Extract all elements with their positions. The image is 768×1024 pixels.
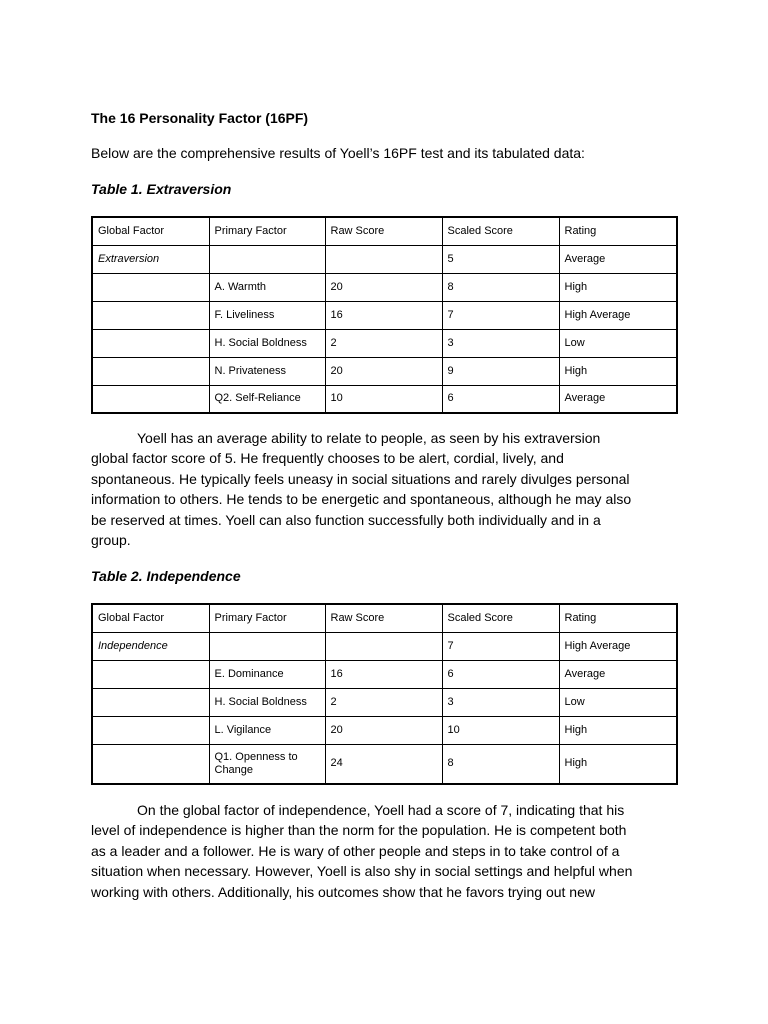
table-cell: Independence <box>92 632 209 660</box>
table-cell: Average <box>559 660 677 688</box>
table-cell <box>209 245 325 273</box>
table-cell: H. Social Boldness <box>209 329 325 357</box>
table-cell: Low <box>559 329 677 357</box>
table-cell: 10 <box>442 716 559 744</box>
table1-caption: Table 1. Extraversion <box>91 181 232 197</box>
table-cell <box>92 273 209 301</box>
table-header-cell: Rating <box>559 217 677 245</box>
table-cell: Average <box>559 245 677 273</box>
paragraph-line: Yoell has an average ability to relate to people, as seen by his extraversion <box>137 430 601 446</box>
table-cell: Q1. Openness to Change <box>209 744 325 784</box>
table-cell: 24 <box>325 744 442 784</box>
extraversion-table <box>91 216 678 414</box>
table-row <box>92 716 677 744</box>
paragraph-line: be reserved at times. Yoell can also function successfully both individually and in a <box>91 511 601 528</box>
table-cell: 20 <box>325 716 442 744</box>
document-title: The 16 Personality Factor (16PF) <box>91 110 309 126</box>
table-cell <box>209 632 325 660</box>
table-cell: 6 <box>442 385 559 413</box>
table-cell: 20 <box>325 357 442 385</box>
paragraph-line: working with others. Additionally, his outcomes show that he favors trying out new <box>91 883 595 900</box>
table-cell: High Average <box>559 301 677 329</box>
table-cell: 9 <box>442 357 559 385</box>
table-cell: L. Vigilance <box>209 716 325 744</box>
table-header-cell: Rating <box>559 604 677 632</box>
intro-text: Below are the comprehensive results of Yoell’s 16PF test and its tabulated data: <box>91 145 585 161</box>
table-cell: High <box>559 357 677 385</box>
table-cell: 7 <box>442 632 559 660</box>
independence-table <box>91 603 678 785</box>
table-cell: High Average <box>559 632 677 660</box>
table-cell: 10 <box>325 385 442 413</box>
table-cell: Average <box>559 385 677 413</box>
table-cell: 8 <box>442 273 559 301</box>
table-cell: A. Warmth <box>209 273 325 301</box>
table-cell <box>92 716 209 744</box>
table-header-cell: Global Factor <box>92 604 209 632</box>
table-row <box>92 660 677 688</box>
table2-caption: Table 2. Independence <box>91 568 241 584</box>
paragraph-line: as a leader and a follower. He is wary of other people and steps in to take control of a <box>91 842 620 859</box>
table-cell <box>92 744 209 784</box>
table-cell: Low <box>559 688 677 716</box>
table-cell <box>92 660 209 688</box>
table-cell: 16 <box>325 301 442 329</box>
table-cell: F. Liveliness <box>209 301 325 329</box>
table-cell: 5 <box>442 245 559 273</box>
table-cell <box>92 357 209 385</box>
table-header-cell: Primary Factor <box>209 604 325 632</box>
table-header-row <box>92 217 677 245</box>
table-header-row <box>92 604 677 632</box>
paragraph-line: group. <box>91 532 131 549</box>
table-cell: Q2. Self-Reliance <box>209 385 325 413</box>
table-cell: 2 <box>325 329 442 357</box>
table-row <box>92 273 677 301</box>
table-cell <box>92 385 209 413</box>
table-cell: 6 <box>442 660 559 688</box>
table-row <box>92 744 677 784</box>
table-header-cell: Raw Score <box>325 604 442 632</box>
table-cell: High <box>559 744 677 784</box>
table-cell <box>92 329 209 357</box>
extraversion-paragraph <box>91 428 681 550</box>
table-cell: High <box>559 273 677 301</box>
paragraph-line: level of independence is higher than the norm for the population. He is competent both <box>91 822 627 839</box>
table-row <box>92 688 677 716</box>
table-header-cell: Scaled Score <box>442 604 559 632</box>
table-cell <box>92 688 209 716</box>
table-row <box>92 357 677 385</box>
table-cell <box>325 632 442 660</box>
table-cell <box>325 245 442 273</box>
table-cell: N. Privateness <box>209 357 325 385</box>
paragraph-line: spontaneous. He typically feels uneasy in social situations and rarely divulges personal <box>91 470 630 487</box>
table-header-cell: Global Factor <box>92 217 209 245</box>
table-cell: 16 <box>325 660 442 688</box>
table-cell: 8 <box>442 744 559 784</box>
table-cell: 3 <box>442 688 559 716</box>
table-cell: High <box>559 716 677 744</box>
independence-paragraph <box>91 800 681 902</box>
table-cell: E. Dominance <box>209 660 325 688</box>
table-row <box>92 301 677 329</box>
table-header-cell: Primary Factor <box>209 217 325 245</box>
table-cell <box>92 301 209 329</box>
table-cell: H. Social Boldness <box>209 688 325 716</box>
table-row <box>92 245 677 273</box>
table-cell: 3 <box>442 329 559 357</box>
table-row <box>92 385 677 413</box>
table-row <box>92 632 677 660</box>
paragraph-line: On the global factor of independence, Yoell had a score of 7, indicating that his <box>137 802 625 818</box>
table-header-cell: Scaled Score <box>442 217 559 245</box>
table-cell: 2 <box>325 688 442 716</box>
table-cell: 7 <box>442 301 559 329</box>
table-cell: 20 <box>325 273 442 301</box>
table-header-cell: Raw Score <box>325 217 442 245</box>
paragraph-line: situation when necessary. However, Yoell is also shy in social settings and helpful when <box>91 863 633 880</box>
paragraph-line: global factor score of 5. He frequently chooses to be alert, cordial, lively, and <box>91 450 564 467</box>
table-cell: Extraversion <box>92 245 209 273</box>
table-row <box>92 329 677 357</box>
paragraph-line: information to others. He tends to be energetic and spontaneous, although he may also <box>91 491 632 508</box>
